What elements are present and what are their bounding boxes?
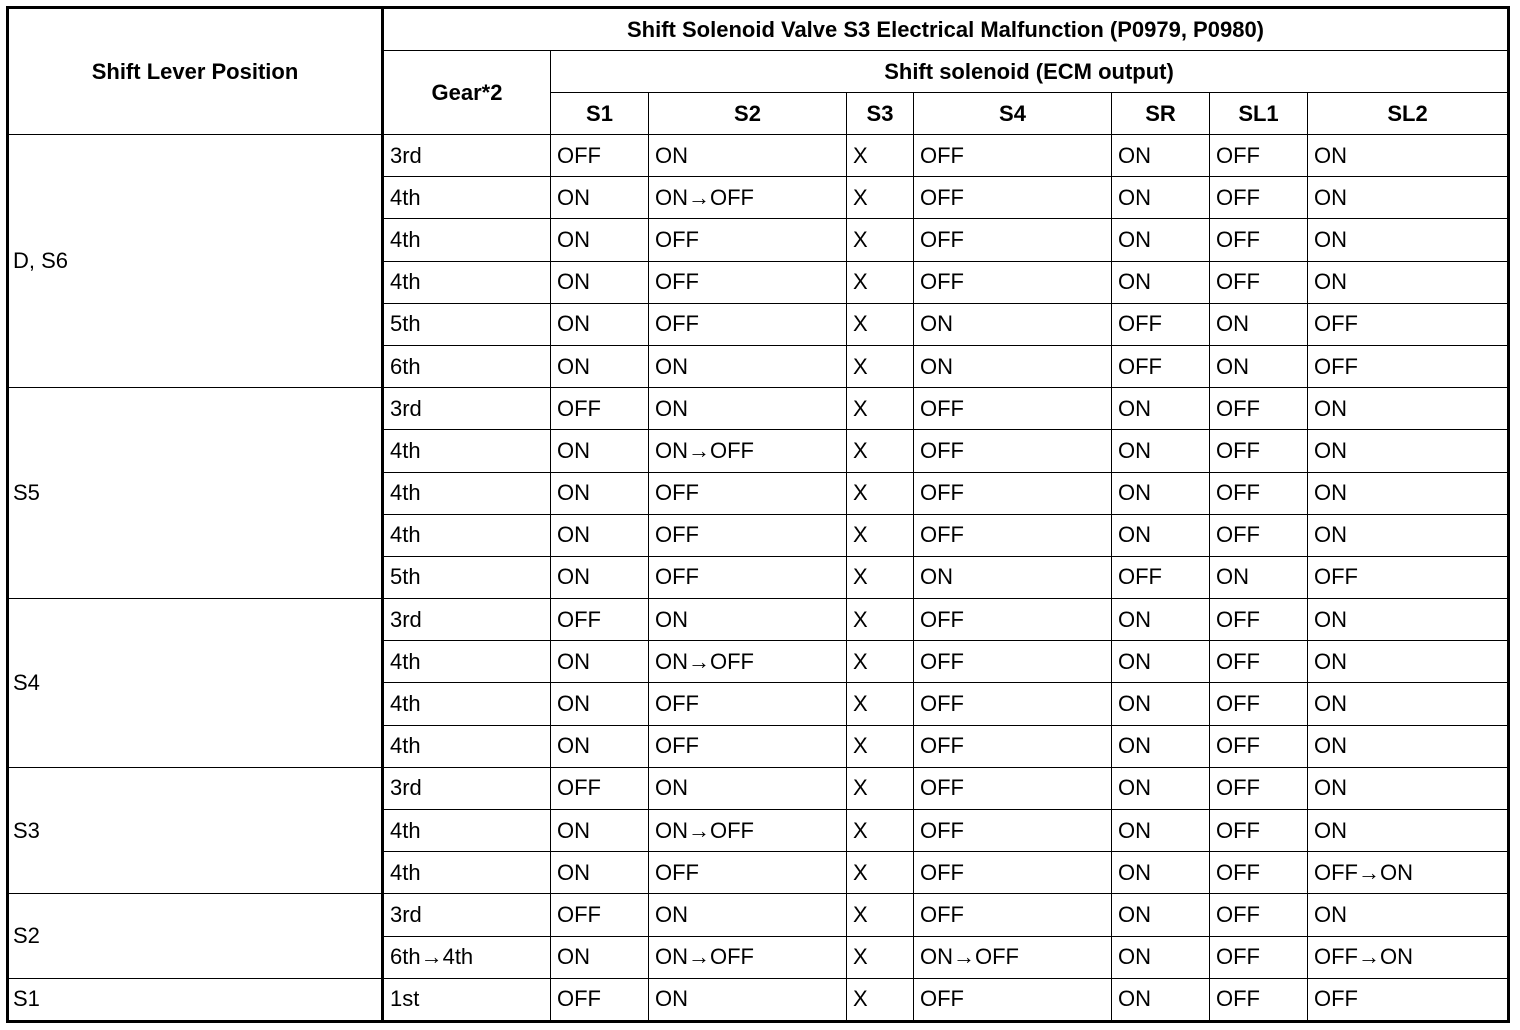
solenoid-header-s3: S3 [847, 93, 914, 135]
gear-cell: 5th [383, 303, 551, 345]
s2-cell: OFF [649, 852, 847, 894]
sr-cell: ON [1112, 430, 1210, 472]
lever-position-cell: S4 [8, 599, 383, 768]
sl1-cell: OFF [1210, 894, 1308, 936]
s4-cell: ON [914, 345, 1112, 387]
s3-cell: X [847, 219, 914, 261]
s1-cell: ON [551, 514, 649, 556]
s4-cell: OFF [914, 388, 1112, 430]
s2-cell: OFF [649, 303, 847, 345]
gear-header: Gear*2 [383, 51, 551, 135]
gear-cell: 3rd [383, 767, 551, 809]
sl1-cell: OFF [1210, 767, 1308, 809]
sl2-cell: ON [1308, 725, 1509, 767]
gear-cell: 4th [383, 725, 551, 767]
sl2-cell: ON [1308, 430, 1509, 472]
s2-cell: OFF [649, 683, 847, 725]
s3-cell: X [847, 852, 914, 894]
gear-cell: 4th [383, 219, 551, 261]
s1-cell: ON [551, 472, 649, 514]
sr-cell: ON [1112, 472, 1210, 514]
s4-cell: OFF [914, 767, 1112, 809]
s3-cell: X [847, 261, 914, 303]
s1-cell: ON [551, 683, 649, 725]
s4-cell: OFF [914, 514, 1112, 556]
s4-cell: OFF [914, 978, 1112, 1021]
s3-cell: X [847, 345, 914, 387]
s1-cell: ON [551, 852, 649, 894]
sl1-cell: ON [1210, 303, 1308, 345]
s4-cell: OFF [914, 135, 1112, 177]
table-row [8, 767, 1509, 809]
solenoid-header-sl2: SL2 [1308, 93, 1509, 135]
solenoid-group-header: Shift solenoid (ECM output) [551, 51, 1509, 93]
s3-cell: X [847, 683, 914, 725]
sl2-cell: ON [1308, 261, 1509, 303]
sr-cell: ON [1112, 725, 1210, 767]
table-body [8, 135, 1509, 1022]
sl2-cell: OFF [1308, 978, 1509, 1021]
gear-cell: 3rd [383, 894, 551, 936]
sr-cell: ON [1112, 219, 1210, 261]
s2-cell: OFF [649, 725, 847, 767]
s3-cell: X [847, 978, 914, 1021]
s2-cell: ON→OFF [649, 430, 847, 472]
gear-cell: 4th [383, 810, 551, 852]
s3-cell: X [847, 936, 914, 978]
s2-cell: ON [649, 978, 847, 1021]
gear-cell: 3rd [383, 599, 551, 641]
gear-cell: 5th [383, 556, 551, 598]
s4-cell: OFF [914, 261, 1112, 303]
sr-cell: ON [1112, 177, 1210, 219]
sr-cell: ON [1112, 599, 1210, 641]
sl2-cell: ON [1308, 135, 1509, 177]
s2-cell: ON [649, 894, 847, 936]
s1-cell: ON [551, 345, 649, 387]
s4-cell: OFF [914, 177, 1112, 219]
s3-cell: X [847, 599, 914, 641]
gear-cell: 4th [383, 514, 551, 556]
s2-cell: OFF [649, 514, 847, 556]
lever-position-cell: S1 [8, 978, 383, 1021]
sl1-cell: OFF [1210, 177, 1308, 219]
sl1-cell: OFF [1210, 430, 1308, 472]
s2-cell: ON→OFF [649, 810, 847, 852]
s1-cell: OFF [551, 767, 649, 809]
sl2-cell: ON [1308, 472, 1509, 514]
sr-cell: OFF [1112, 303, 1210, 345]
s2-cell: OFF [649, 472, 847, 514]
s1-cell: ON [551, 936, 649, 978]
s3-cell: X [847, 725, 914, 767]
table-row [8, 894, 1509, 936]
s4-cell: ON→OFF [914, 936, 1112, 978]
sl1-cell: OFF [1210, 599, 1308, 641]
table-row [8, 388, 1509, 430]
s1-cell: ON [551, 219, 649, 261]
gear-cell: 3rd [383, 388, 551, 430]
s2-cell: OFF [649, 219, 847, 261]
s3-cell: X [847, 472, 914, 514]
sl2-cell: ON [1308, 641, 1509, 683]
s2-cell: ON→OFF [649, 641, 847, 683]
sl1-cell: ON [1210, 345, 1308, 387]
s2-cell: ON→OFF [649, 936, 847, 978]
s2-cell: ON→OFF [649, 177, 847, 219]
sl2-cell: OFF [1308, 345, 1509, 387]
gear-cell: 6th [383, 345, 551, 387]
sr-cell: ON [1112, 810, 1210, 852]
sl1-cell: OFF [1210, 936, 1308, 978]
s1-cell: ON [551, 261, 649, 303]
sr-cell: ON [1112, 767, 1210, 809]
s3-cell: X [847, 388, 914, 430]
table-title: Shift Solenoid Valve S3 Electrical Malfunction (P0979, P0980) [383, 8, 1509, 51]
s1-cell: OFF [551, 894, 649, 936]
sl1-cell: OFF [1210, 219, 1308, 261]
sl2-cell: ON [1308, 767, 1509, 809]
s3-cell: X [847, 514, 914, 556]
s4-cell: OFF [914, 219, 1112, 261]
s3-cell: X [847, 135, 914, 177]
sl1-cell: OFF [1210, 514, 1308, 556]
s4-cell: ON [914, 556, 1112, 598]
s2-cell: ON [649, 767, 847, 809]
s4-cell: OFF [914, 894, 1112, 936]
solenoid-header-s2: S2 [649, 93, 847, 135]
sl2-cell: ON [1308, 388, 1509, 430]
sr-cell: ON [1112, 683, 1210, 725]
table-row [8, 135, 1509, 177]
gear-cell: 4th [383, 430, 551, 472]
s1-cell: ON [551, 556, 649, 598]
sr-cell: ON [1112, 936, 1210, 978]
lever-position-cell: D, S6 [8, 135, 383, 388]
s1-cell: ON [551, 641, 649, 683]
sl2-cell: ON [1308, 514, 1509, 556]
sl1-cell: OFF [1210, 261, 1308, 303]
gear-cell: 4th [383, 472, 551, 514]
solenoid-header-s1: S1 [551, 93, 649, 135]
lever-position-cell: S3 [8, 767, 383, 894]
gear-cell: 4th [383, 177, 551, 219]
s4-cell: OFF [914, 683, 1112, 725]
sl2-cell: OFF [1308, 556, 1509, 598]
table-header [8, 8, 1509, 135]
s3-cell: X [847, 894, 914, 936]
sr-cell: ON [1112, 641, 1210, 683]
s4-cell: OFF [914, 641, 1112, 683]
s1-cell: OFF [551, 135, 649, 177]
sr-cell: OFF [1112, 556, 1210, 598]
s3-cell: X [847, 177, 914, 219]
table-row [8, 599, 1509, 641]
s4-cell: OFF [914, 810, 1112, 852]
gear-cell: 4th [383, 852, 551, 894]
lever-position-header: Shift Lever Position [8, 8, 383, 135]
s4-cell: OFF [914, 725, 1112, 767]
s2-cell: ON [649, 599, 847, 641]
s3-cell: X [847, 556, 914, 598]
solenoid-header-sl1: SL1 [1210, 93, 1308, 135]
sl2-cell: OFF [1308, 303, 1509, 345]
sr-cell: ON [1112, 514, 1210, 556]
gear-cell: 4th [383, 683, 551, 725]
s1-cell: ON [551, 725, 649, 767]
solenoid-header-s4: S4 [914, 93, 1112, 135]
s4-cell: OFF [914, 472, 1112, 514]
sr-cell: ON [1112, 388, 1210, 430]
sl1-cell: ON [1210, 556, 1308, 598]
sl1-cell: OFF [1210, 810, 1308, 852]
s1-cell: ON [551, 430, 649, 472]
s2-cell: ON [649, 135, 847, 177]
sr-cell: ON [1112, 894, 1210, 936]
s2-cell: ON [649, 388, 847, 430]
sl1-cell: OFF [1210, 683, 1308, 725]
lever-position-cell: S2 [8, 894, 383, 978]
s3-cell: X [847, 303, 914, 345]
s4-cell: OFF [914, 852, 1112, 894]
s1-cell: OFF [551, 599, 649, 641]
s2-cell: ON [649, 345, 847, 387]
sl2-cell: ON [1308, 894, 1509, 936]
sr-cell: ON [1112, 135, 1210, 177]
sl2-cell: OFF→ON [1308, 936, 1509, 978]
gear-cell: 1st [383, 978, 551, 1021]
gear-cell: 4th [383, 261, 551, 303]
s3-cell: X [847, 430, 914, 472]
s4-cell: OFF [914, 599, 1112, 641]
sl2-cell: ON [1308, 810, 1509, 852]
sl2-cell: ON [1308, 177, 1509, 219]
sl2-cell: OFF→ON [1308, 852, 1509, 894]
s1-cell: ON [551, 303, 649, 345]
gear-cell: 3rd [383, 135, 551, 177]
sr-cell: ON [1112, 978, 1210, 1021]
sl1-cell: OFF [1210, 472, 1308, 514]
sl1-cell: OFF [1210, 978, 1308, 1021]
sl1-cell: OFF [1210, 725, 1308, 767]
sl2-cell: ON [1308, 683, 1509, 725]
s1-cell: OFF [551, 388, 649, 430]
s3-cell: X [847, 641, 914, 683]
sl1-cell: OFF [1210, 388, 1308, 430]
s2-cell: OFF [649, 556, 847, 598]
gear-cell: 4th [383, 641, 551, 683]
sl1-cell: OFF [1210, 641, 1308, 683]
s3-cell: X [847, 810, 914, 852]
sr-cell: OFF [1112, 345, 1210, 387]
sr-cell: ON [1112, 261, 1210, 303]
sl1-cell: OFF [1210, 852, 1308, 894]
sl2-cell: ON [1308, 219, 1509, 261]
lever-position-cell: S5 [8, 388, 383, 599]
sl1-cell: OFF [1210, 135, 1308, 177]
table-row [8, 978, 1509, 1021]
s2-cell: OFF [649, 261, 847, 303]
sl2-cell: ON [1308, 599, 1509, 641]
solenoid-table [6, 6, 1510, 1023]
solenoid-header-sr: SR [1112, 93, 1210, 135]
s1-cell: ON [551, 810, 649, 852]
s1-cell: OFF [551, 978, 649, 1021]
gear-cell: 6th→4th [383, 936, 551, 978]
s3-cell: X [847, 767, 914, 809]
sr-cell: ON [1112, 852, 1210, 894]
s4-cell: OFF [914, 430, 1112, 472]
s1-cell: ON [551, 177, 649, 219]
s4-cell: ON [914, 303, 1112, 345]
